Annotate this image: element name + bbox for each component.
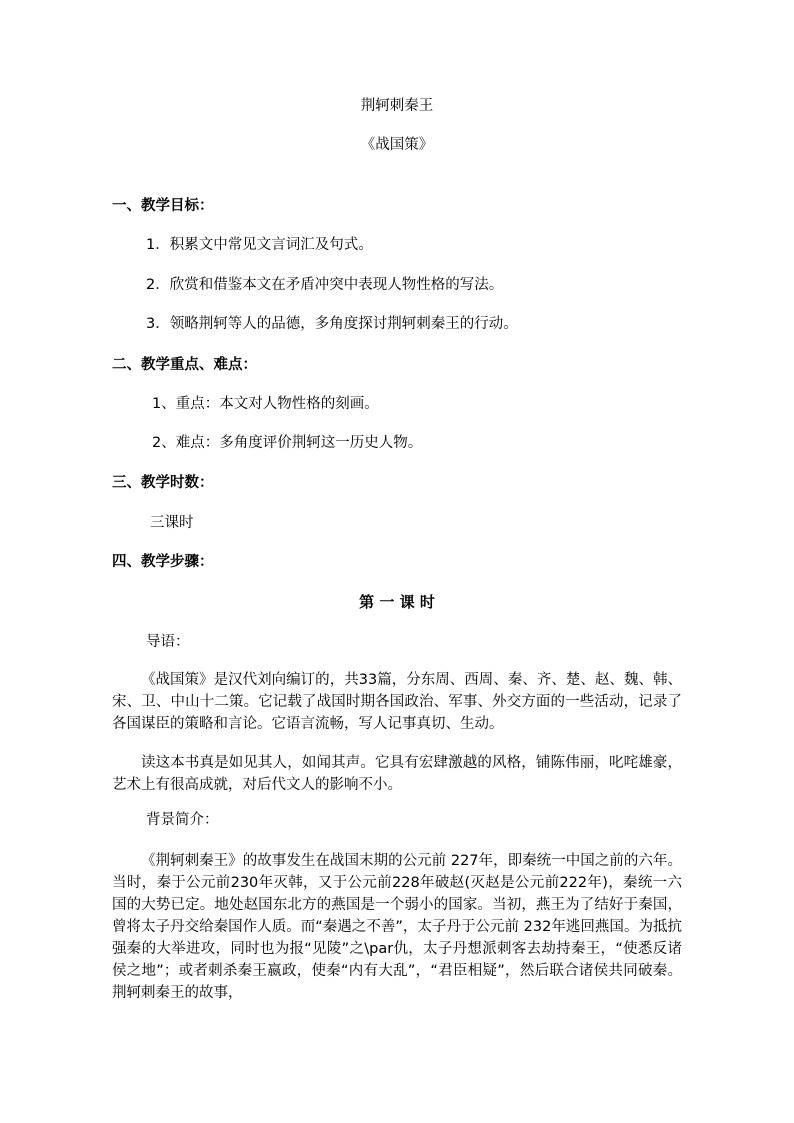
key-point-item-2: 2、难点：多角度评价荆轲这一历史人物。	[152, 435, 423, 451]
lesson-title: 第 一 课 时	[359, 593, 435, 611]
section-heading-steps: 四、教学步骤：	[112, 554, 214, 570]
background-label: 背景简介：	[146, 812, 219, 828]
intro-paragraph-1: 《战国策》是汉代刘向编订的，共33篇，分东周、西周、秦、齐、楚、赵、魏、韩、宋、卫、中山十二策。它记载了战国时期各国政治、军事、外交方面的一些活动，记录了各国谋臣的策略和言论。它语言流畅，写人记事真切、生动。	[112, 672, 682, 732]
goal-item-2: 2．欣赏和借鉴本文在矛盾冲突中表现人物性格的写法。	[146, 277, 504, 293]
intro-label: 导语：	[146, 634, 190, 650]
key-point-item-1: 1、重点：本文对人物性格的刻画。	[152, 396, 379, 412]
intro-paragraph-2: 读这本书真是如见其人，如闻其声。它具有宏肆激越的风格，铺陈伟丽，叱咤雄豪，艺术上有很高成就，对后代文人的影响不小。	[112, 755, 682, 793]
document-title: 荆轲刺秦王	[360, 98, 434, 114]
background-paragraph: 《荆轲刺秦王》的故事发生在战国末期的公元前 227年，即秦统一中国之前的六年。当时，秦于公元前230年灭韩，又于公元前228年破赵(灭赵是公元前222年)，秦统一六国的大势已定。地处赵国东北方的燕国是一个弱小的国家。当初，燕王为了结好于秦国，曾将太子丹交给秦国作人质。而“秦遇之不善”，太子丹于公元前 232年逃回燕国。为抵抗强秦的大举进攻，同时也为报“见陵”之\par仇，太子丹想派刺客去劫持秦王，“使悉反诸侯之地”；或者刺杀秦王嬴政，使秦“内有大乱”，“君臣相疑”，然后联合诸侯共同破秦。荆轲刺秦王的故事，	[112, 853, 682, 1001]
goal-item-3: 3．领略荆轲等人的品德，多角度探讨荆轲刺秦王的行动。	[146, 316, 518, 332]
section-heading-key-points: 二、教学重点、难点：	[112, 357, 257, 373]
section-heading-hours: 三、教学时数：	[112, 475, 214, 491]
section-heading-goals: 一、教学目标：	[112, 198, 214, 214]
document-source: 《战国策》	[360, 137, 434, 153]
hours-value: 三课时	[150, 515, 194, 531]
goal-item-1: 1．积累文中常见文言词汇及句式。	[146, 237, 373, 253]
